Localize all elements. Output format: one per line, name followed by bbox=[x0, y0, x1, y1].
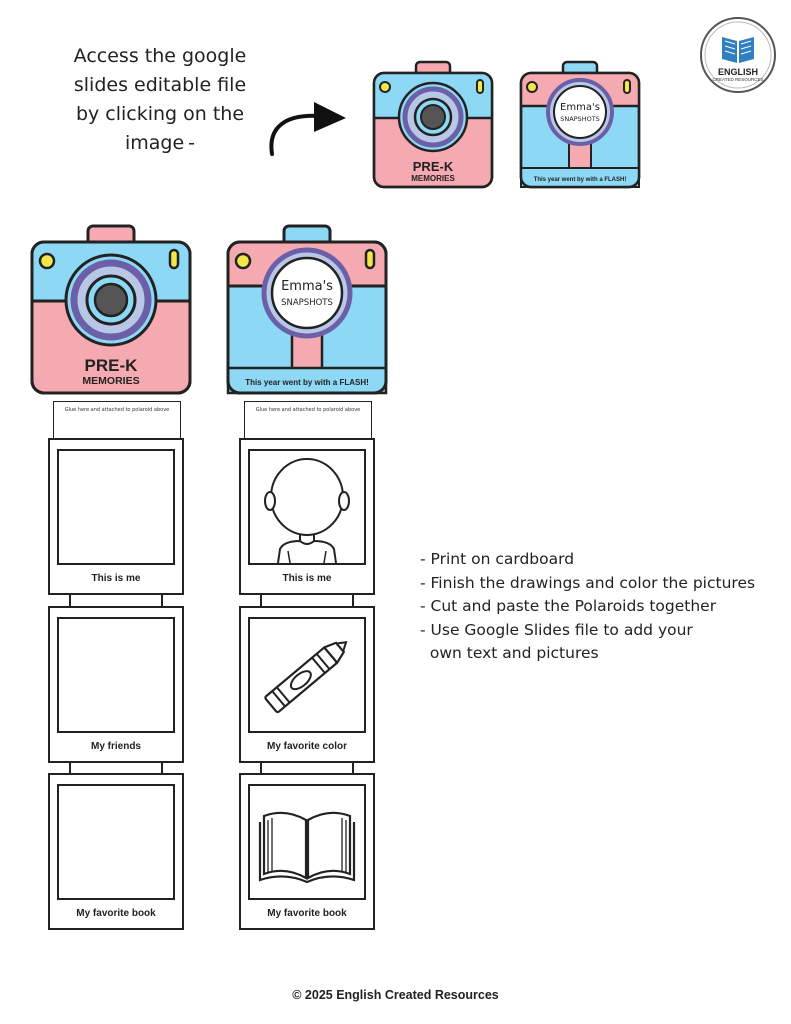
polaroid-right-3 bbox=[239, 773, 375, 930]
photo-frame bbox=[57, 784, 175, 900]
instruction-item: - Print on cardboard bbox=[420, 550, 575, 568]
access-note-line bbox=[55, 129, 265, 158]
instruction-item: - Finish the drawings and color the pictures bbox=[420, 573, 756, 592]
prek-camera-image bbox=[372, 60, 494, 189]
access-note-last: image bbox=[124, 132, 185, 154]
snapshots-word: SNAPSHOTS bbox=[281, 298, 333, 308]
prek-subtitle-small: MEMORIES bbox=[411, 174, 455, 183]
snapshots-name: Emma's bbox=[281, 279, 333, 294]
child-outline-icon bbox=[250, 451, 364, 563]
prek-subtitle: MEMORIES bbox=[82, 375, 140, 387]
photo-frame bbox=[57, 617, 175, 733]
photo-frame bbox=[248, 784, 366, 900]
photo-frame bbox=[57, 449, 175, 565]
prek-camera-cover bbox=[30, 224, 192, 395]
polaroid-caption: My favorite book bbox=[267, 908, 347, 919]
polaroid-caption: My friends bbox=[90, 741, 141, 752]
curved-arrow-icon bbox=[262, 88, 352, 160]
instructions-list bbox=[420, 548, 780, 666]
instruction-item: - Use Google Slides file to add your bbox=[420, 620, 693, 639]
prek-title-small: PRE-K bbox=[412, 159, 454, 174]
snapshots-camera-cover bbox=[226, 224, 388, 395]
photo-frame bbox=[248, 449, 366, 565]
snapshots-tagline: This year went by with a FLASH! bbox=[245, 378, 369, 387]
glue-tab-text: Glue here and attached to polaroid above bbox=[64, 407, 170, 413]
access-note-line: slides editable file bbox=[73, 74, 247, 96]
polaroid-caption: This is me bbox=[282, 573, 332, 584]
polaroid-left-1 bbox=[48, 438, 184, 595]
polaroid-right-2 bbox=[239, 606, 375, 763]
glue-tab-left bbox=[53, 401, 181, 439]
logo-title: ENGLISH bbox=[717, 67, 758, 77]
snapshots-camera-link-small[interactable] bbox=[519, 60, 641, 189]
access-note bbox=[55, 42, 265, 158]
polaroid-right-1 bbox=[239, 438, 375, 595]
polaroid-caption: My favorite color bbox=[266, 741, 348, 752]
glue-tab-right bbox=[244, 401, 372, 439]
brand-logo bbox=[698, 15, 778, 95]
prek-camera-link-small[interactable] bbox=[372, 60, 494, 189]
logo-subtitle: CREATED RESOURCES bbox=[712, 77, 764, 82]
polaroid-left-2 bbox=[48, 606, 184, 763]
instruction-item: - Cut and paste the Polaroids together bbox=[420, 597, 717, 615]
snapshots-tagline-small: This year went by with a FLASH! bbox=[533, 177, 627, 183]
photo-frame bbox=[248, 617, 366, 733]
polaroid-caption: My favorite book bbox=[76, 908, 156, 919]
access-note-dash: - bbox=[188, 132, 196, 154]
glue-tab-text: Glue here and attached to polaroid above bbox=[255, 407, 361, 413]
logo-badge bbox=[698, 15, 778, 95]
copyright-footer: © 2025 English Created Resources bbox=[292, 988, 499, 1002]
instruction-item: own text and pictures bbox=[420, 644, 599, 662]
polaroid-caption: This is me bbox=[91, 573, 141, 584]
crayon-icon bbox=[250, 619, 364, 731]
snapshots-camera-image bbox=[519, 60, 641, 189]
access-note-line: by clicking on the bbox=[75, 103, 245, 125]
access-note-line: Access the google bbox=[73, 45, 247, 67]
prek-title: PRE-K bbox=[84, 356, 138, 375]
snapshots-word-small: SNAPSHOTS bbox=[560, 115, 600, 123]
open-book-icon bbox=[250, 786, 364, 898]
polaroid-left-3 bbox=[48, 773, 184, 930]
snapshots-name-small: Emma's bbox=[560, 102, 600, 113]
